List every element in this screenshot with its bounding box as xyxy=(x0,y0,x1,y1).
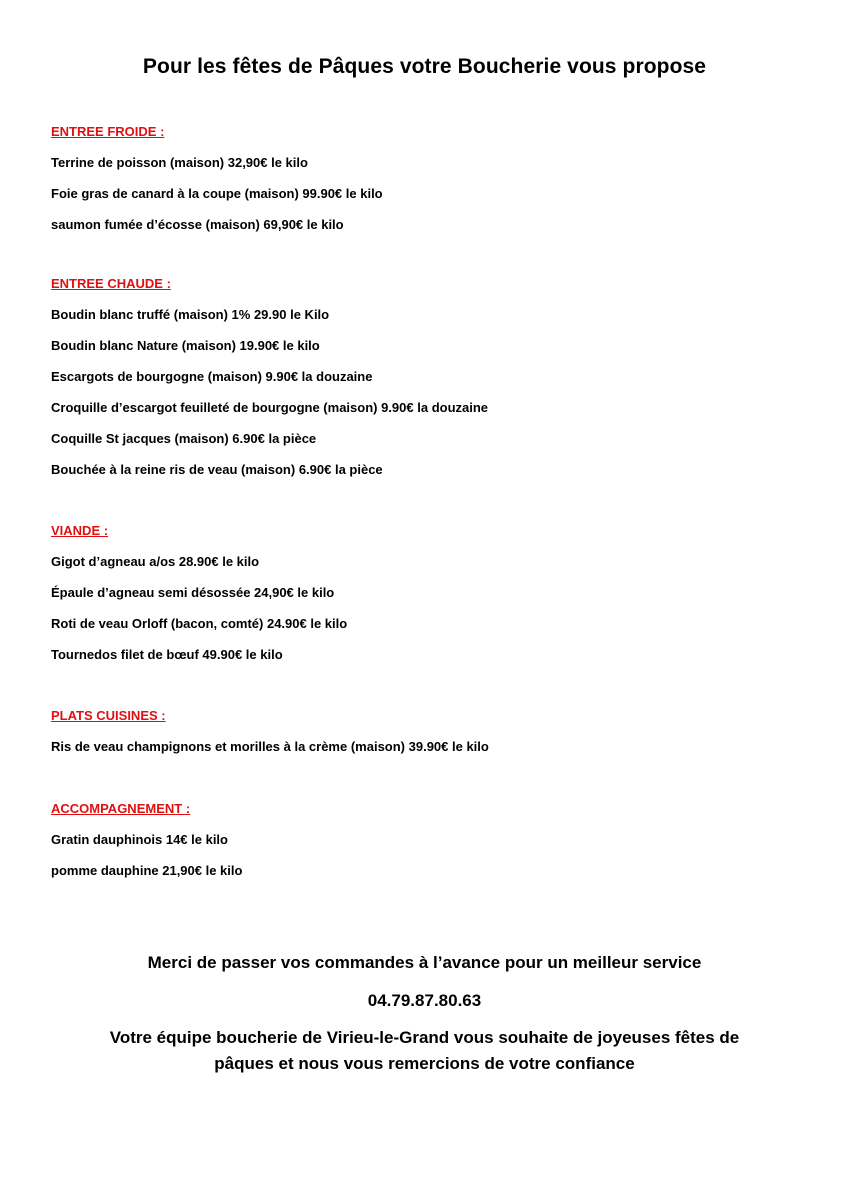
menu-item: Terrine de poisson (maison) 32,90€ le kilo xyxy=(51,155,308,170)
menu-item: Coquille St jacques (maison) 6.90€ la pièce xyxy=(51,431,317,446)
section-heading: PLATS CUISINES : xyxy=(51,708,166,723)
page-title: Pour les fêtes de Pâques votre Boucherie vous propose xyxy=(142,55,707,78)
footer xyxy=(0,950,849,1077)
menu-item: Croquille d’escargot feuilleté de bourgogne (maison) 9.90€ la douzaine xyxy=(51,400,489,415)
menu-item: Gigot d’agneau a/os 28.90€ le kilo xyxy=(51,554,260,569)
menu-item: Boudin blanc truffé (maison) 1% 29.90 le Kilo xyxy=(51,307,330,322)
menu-item: Foie gras de canard à la coupe (maison) 99.90€ le kilo xyxy=(51,186,383,201)
menu-item: pomme dauphine 21,90€ le kilo xyxy=(51,863,243,878)
menu-item: Ris de veau champignons et morilles à la crème (maison) 39.90€ le kilo xyxy=(51,739,489,754)
wishes-line: Votre équipe boucherie de Virieu-le-Grand vous souhaite de joyeuses fêtes de xyxy=(109,1028,740,1047)
section-entree-froide xyxy=(51,124,811,248)
menu-item: Bouchée à la reine ris de veau (maison) 6.90€ la pièce xyxy=(51,462,383,477)
menu-item: saumon fumée d’écosse (maison) 69,90€ le kilo xyxy=(51,217,344,232)
order-notice: Merci de passer vos commandes à l’avance pour un meilleur service xyxy=(147,953,702,972)
phone-number: 04.79.87.80.63 xyxy=(367,991,482,1010)
section-heading: ENTREE FROIDE : xyxy=(51,124,165,139)
menu-item: Épaule d’agneau semi désossée 24,90€ le kilo xyxy=(51,585,335,600)
section-plats-cuisines xyxy=(51,708,811,770)
section-heading: ACCOMPAGNEMENT : xyxy=(51,801,191,816)
section-heading: VIANDE : xyxy=(51,523,109,538)
menu-item: Gratin dauphinois 14€ le kilo xyxy=(51,832,228,847)
section-entree-chaude xyxy=(51,276,811,493)
section-accompagnement xyxy=(51,801,811,894)
wishes-line: pâques et nous vous remercions de votre confiance xyxy=(214,1054,635,1073)
menu-item: Boudin blanc Nature (maison) 19.90€ le kilo xyxy=(51,338,320,353)
section-heading: ENTREE CHAUDE : xyxy=(51,276,171,291)
section-viande xyxy=(51,523,811,678)
menu-item: Escargots de bourgogne (maison) 9.90€ la douzaine xyxy=(51,369,373,384)
menu-item: Roti de veau Orloff (bacon, comté) 24.90€ le kilo xyxy=(51,616,348,631)
menu-item: Tournedos filet de bœuf 49.90€ le kilo xyxy=(51,647,283,662)
